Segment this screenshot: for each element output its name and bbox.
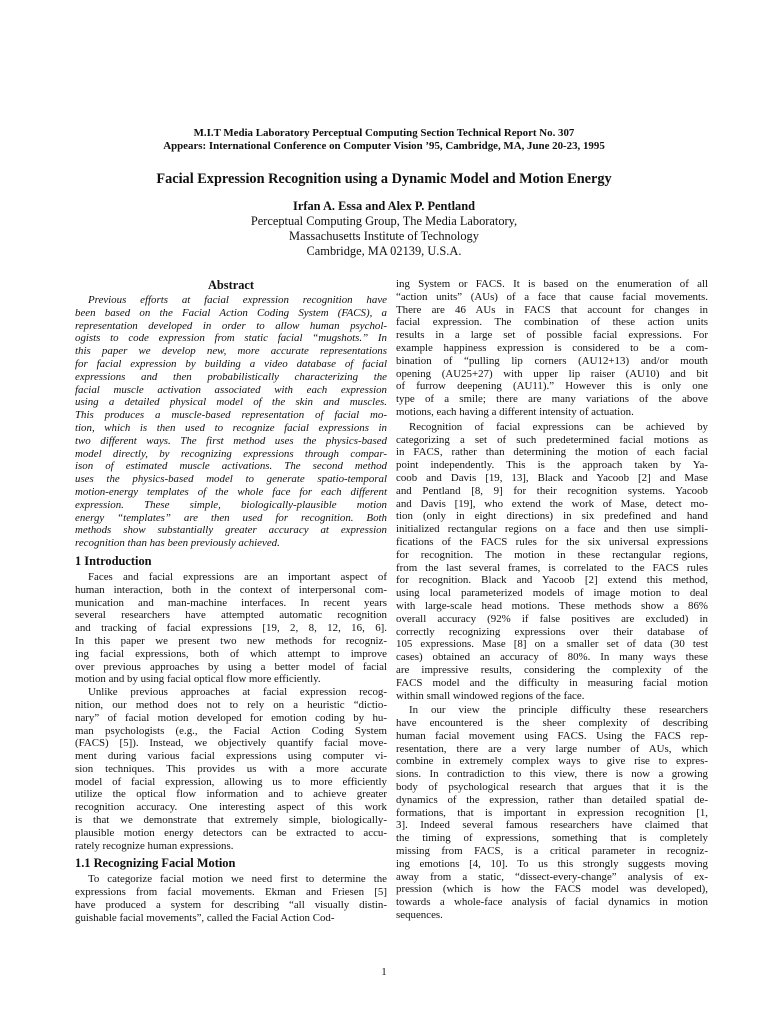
affiliation-line: Massachusetts Institute of Technology — [289, 229, 479, 243]
text-line: model of facial expression, allowing us to more efficiently — [75, 775, 387, 788]
text-line: In our view the principle difficulty these researchers — [409, 704, 708, 717]
text-line: two different ways. The first method uses the physics-based — [75, 434, 387, 447]
conference-header-line: Appears: International Conference on Computer Vision ’95, Cambridge, MA, June 20-23, 1995 — [163, 140, 605, 152]
text-line: and Pentland [8, 9] for their recognition systems. Yacoob — [396, 484, 708, 497]
text-line: opening (AU25+27) with upper lip raiser (AU10) and bit — [396, 367, 708, 380]
text-line: using a detailed physical model of the skin and muscles. — [75, 396, 387, 409]
text-line: expressions and then probabilistically characterizing the — [75, 370, 387, 383]
text-line: recognition accuracy. One interesting aspect of this work — [75, 801, 387, 814]
intro-paragraph — [75, 571, 387, 686]
text-line: pression (which is how the FACS model was developed), — [396, 883, 708, 896]
report-header-line: M.I.T Media Laboratory Perceptual Computing Section Technical Report No. 307 — [193, 127, 575, 139]
text-line: initialized rectangular regions on a face and then use simpli- — [396, 523, 708, 536]
paper-authors: Irfan A. Essa and Alex P. Pentland — [293, 199, 475, 213]
text-line: combine in extremely complex ways to give rise to expres- — [396, 755, 708, 768]
text-line: body of psychological research that argues that it is the — [396, 781, 708, 794]
body-paragraph — [396, 704, 708, 922]
text-line: fications of the FACS rules for the six universal expressions — [396, 535, 708, 548]
text-line: (FACS) [5]). Instead, we objectively quantify facial move- — [75, 737, 387, 750]
text-line: have produced a system for describing “all visually distin- — [75, 899, 387, 912]
text-line: for recognition. The motion in these rectangular regions, — [396, 548, 708, 561]
text-line: missing from FACS, is a critical parameter in recogniz- — [396, 845, 708, 858]
text-line: ison of estimated muscle activations. The second method — [75, 460, 387, 473]
text-line: categorizing a set of such predetermined facial motions as — [396, 433, 708, 446]
text-line: utilize the optical flow information and to achieve greater — [75, 788, 387, 801]
text-line: and Davis [19], who extend the work of Mase, detect mo- — [396, 497, 708, 510]
text-line: of furrow deepening (AU11).” However this is only one — [396, 380, 708, 393]
text-line: motion-energy templates of the whole face for each different — [75, 485, 387, 498]
text-line: have encountered is the sheer complexity of describing — [396, 717, 708, 730]
text-line: correctly recognizing expressions over their database of — [396, 625, 708, 638]
left-column — [75, 278, 387, 925]
text-line: over previous approaches by using a better model of facial — [75, 660, 387, 673]
text-line: man psychologists (e.g., the Facial Action Coding System — [75, 724, 387, 737]
text-line: ing System or FACS. It is based on the enumeration of all — [396, 278, 708, 290]
text-line: for facial expression by building a video database of facial — [75, 357, 387, 370]
abstract-body — [75, 294, 387, 550]
text-line: towards a whole-face analysis of facial dynamics in motion — [396, 896, 708, 909]
text-line: example happiness expression is considered to be a com- — [396, 341, 708, 354]
text-line: sion techniques. This provides us with a more accurate — [75, 762, 387, 775]
text-line: methods show substantially greater accuracy at expression — [75, 524, 387, 537]
text-line: rately recognize human expressions. — [75, 839, 234, 852]
text-line: 105 expressions. Mase [8] on a smaller set of data (30 test — [396, 638, 708, 651]
text-line: tion, which is then used to recognize facial expressions in — [75, 421, 387, 434]
affiliation-line: Cambridge, MA 02139, U.S.A. — [306, 244, 462, 258]
section-heading-introduction: 1 Introduction — [75, 553, 152, 568]
text-line: type of a smile; there are many variations of the above — [396, 393, 708, 406]
text-line: FACS model and the difficulty in measuring facial motion — [396, 676, 708, 689]
text-line: nition, our method does not to rely on a heuristic “dictio- — [75, 698, 387, 711]
intro-paragraph — [75, 686, 387, 852]
text-line: 3]. Indeed several famous researchers have claimed that — [396, 819, 708, 832]
text-line: Previous efforts at facial expression recognition have — [88, 294, 387, 306]
text-line: ing emotions [4, 10]. To us this strongly suggests moving — [396, 857, 708, 870]
text-line: Recognition of facial expressions can be achieved by — [409, 420, 708, 433]
text-line: several researchers have attempted automatic recognition — [75, 609, 387, 622]
text-line: with large-scale head motions. These methods show a 86% — [396, 599, 708, 612]
text-line: nary” of facial motion developed for emotion coding by hu- — [75, 711, 387, 724]
text-line: the timing of expressions, something that is completely — [396, 832, 708, 845]
text-line: facial muscle activation associated with each expression — [75, 383, 387, 396]
text-line: Faces and facial expressions are an important aspect of — [88, 570, 387, 583]
section-heading-recognizing-facial-motion: 1.1 Recognizing Facial Motion — [75, 856, 236, 871]
text-line: coob and Davis [19, 13], Black and Yacoob [2] and Mase — [396, 471, 708, 484]
text-line: human facial movement using FACS. Using the FACS rep- — [396, 729, 708, 742]
text-line: Unlike previous approaches at facial expression recog- — [88, 686, 387, 699]
body-paragraph — [396, 421, 708, 703]
text-line: expressions from facial movements. Ekman and Friesen [5] — [75, 886, 387, 899]
text-line: model directly, by recognizing expressions through compar- — [75, 447, 387, 460]
text-line: recognition than has been previously achieved. — [75, 537, 280, 550]
text-line: and tracking of facial expressions [19, 2, 8, 12, 16, 6]. — [75, 622, 387, 635]
abstract-heading: Abstract — [207, 278, 255, 292]
text-line: overall accuracy (92% if false positives are excluded) in — [396, 612, 708, 625]
text-line: dynamics of the expression, rather than detailed spatial de- — [396, 793, 708, 806]
text-line: ment during various facial expressions using computer vi- — [75, 750, 387, 763]
text-line: is that we demonstrate that extremely simple, biologically- — [75, 814, 387, 827]
text-line: tion (only in eight directions) in six predefined and hand — [396, 510, 708, 523]
text-line: There are 46 AUs in FACS that account for changes in — [396, 303, 708, 316]
text-line: facial expression. The combination of these action units — [396, 316, 708, 329]
text-line: motions, each having a different intensity of actuation. — [396, 405, 634, 418]
text-line: In this paper we present two new methods for recogniz- — [75, 634, 387, 647]
text-line: uses the physics-based model to generate spatio-temporal — [75, 473, 387, 486]
text-line: motion and by using facial optical flow more efficiently. — [75, 673, 321, 686]
text-line: human interaction, both in the context of interpersonal com- — [75, 583, 387, 596]
text-line: resentation, there are a very large number of AUs, which — [396, 742, 708, 755]
text-line: ogists to code expression from static facial “mugshots.” In — [75, 332, 387, 345]
text-line: plausible motion energy detectors can be extracted to accu- — [75, 826, 387, 839]
text-line: away from a static, “dissect-every-change” analysis of ex- — [396, 870, 708, 883]
text-line: using local parameterized models of image motion to deal — [396, 587, 708, 600]
text-line: bination of “pulling lip corners (AU12+13) and/or mouth — [396, 354, 708, 367]
text-line: from the last several frames, is correlated to the FACS rules — [396, 561, 708, 574]
text-line: for recognition. Black and Yacoob [2] extend this method, — [396, 574, 708, 587]
page-number: 1 — [381, 966, 387, 978]
text-line: within small windowed regions of the face. — [396, 689, 585, 702]
text-line: “action units” (AUs) of a face that cause facial movements. — [396, 290, 708, 303]
section-paragraph — [75, 873, 387, 924]
text-line: point independently. This is the approach taken by Ya- — [396, 459, 708, 472]
text-line: expression. These simple, biologically-plausible motion — [75, 498, 387, 511]
body-paragraph — [396, 278, 708, 419]
text-line: sequences. — [396, 909, 443, 922]
text-line: representation developed in order to allow human psychol- — [75, 319, 387, 332]
text-line: energy “templates” are then used for recognition. Both — [75, 511, 387, 524]
text-line: This produces a muscle-based representation of facial mo- — [75, 409, 387, 422]
text-line: results in a large set of possible facial expressions. For — [396, 329, 708, 342]
text-line: sions. In contradiction to this view, there is now a growing — [396, 768, 708, 781]
text-line: formations, that is important in expression recognition [1, — [396, 806, 708, 819]
text-line: guishable facial movements”, called the Facial Action Cod- — [75, 911, 335, 924]
affiliation-line: Perceptual Computing Group, The Media Laboratory, — [250, 214, 518, 228]
text-line: ing facial expressions, both of which attempt to improve — [75, 647, 387, 660]
text-line: are impressive results, considering the complexity of the — [396, 663, 708, 676]
right-column — [396, 278, 708, 922]
paper-title: Facial Expression Recognition using a Dynamic Model and Motion Energy — [156, 171, 612, 187]
text-line: in FACS, rather than determining the motion of each facial — [396, 446, 708, 459]
text-line: To categorize facial motion we need first to determine the — [88, 873, 387, 886]
text-line: this paper we develop new, more accurate representations — [75, 345, 387, 358]
text-line: cases) obtained an accuracy of 80%. In many ways these — [396, 651, 708, 664]
text-line: munication and man-machine interfaces. In recent years — [75, 596, 387, 609]
text-line: been based on the Facial Action Coding System (FACS), a — [75, 306, 387, 319]
